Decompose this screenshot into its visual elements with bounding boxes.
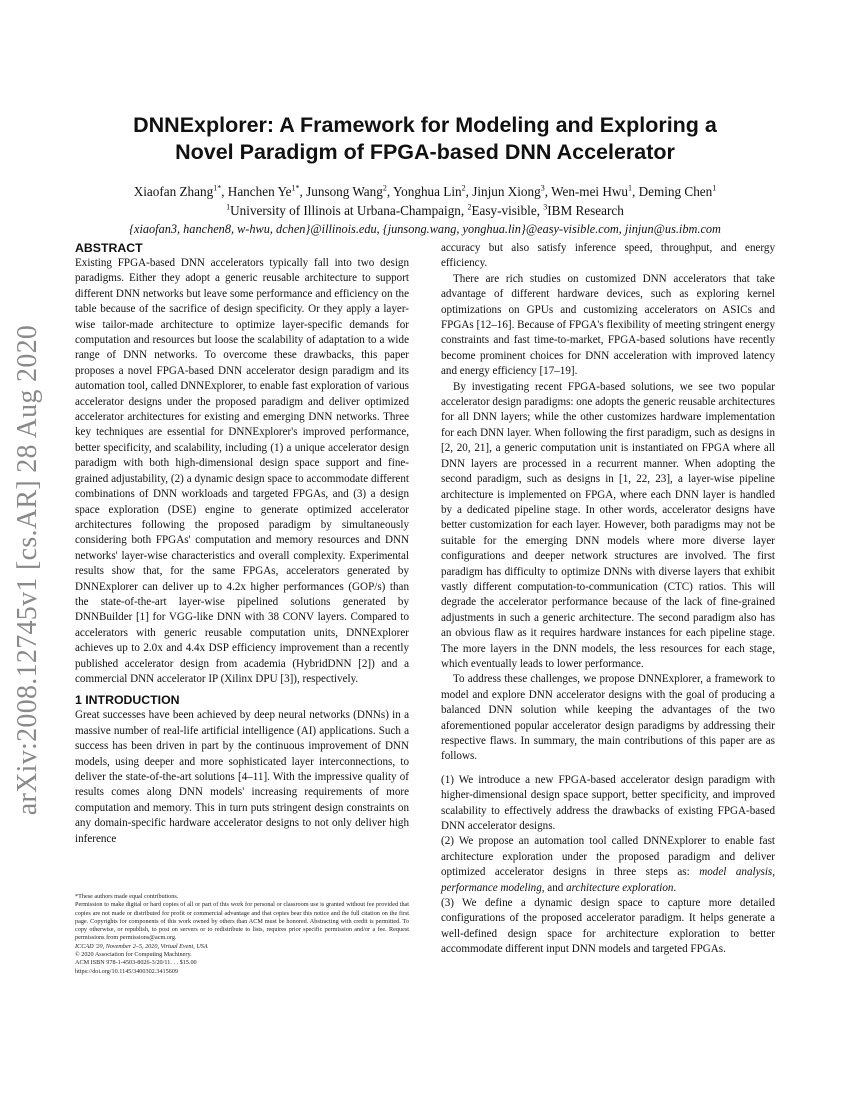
author: Wen-mei Hwu$^1$ <box>551 183 633 199</box>
venue-line: ICCAD '20, November 2–5, 2020, Virtual Event, USA <box>75 942 208 950</box>
title-line-2: Novel Paradigm of FPGA-based DNN Accelerator <box>175 140 675 164</box>
author: Xiaofan Zhang$^{1*}$ <box>133 183 222 199</box>
contribution-item-1: (1) We introduce a new FPGA-based accelerator design paradigm with higher-dimensional design space support, better specificity, and improved scalability to effectively address the drawbacks of existing FPGA-based DNN accelerator designs. <box>441 773 775 833</box>
introduction-heading: 1 INTRODUCTION <box>75 693 180 708</box>
abstract-text: Existing FPGA-based DNN accelerators typically fall into two design paradigms. Either they adopt a generic reusable architecture to support different DNN networks but leave some performance and efficiency on the table because of the sacrifice of design specificity. Or they apply a layer-wise tailor-made architecture to optimize layer-specific demands for computation and resources but loose the scalability of adaptation to a wide range of DNN networks. To overcome these drawbacks, this paper proposes a novel FPGA-based DNN accelerator design paradigm and its automation tool, called DNNExplorer, to enable fast exploration of various accelerator designs under the proposed paradigm and deliver optimized accelerator architectures for existing and emerging DNN networks. Three key techniques are essential for DNNExplorer's improved performance, better specificity, and scalability, including (1) a unique accelerator design paradigm with both high-dimensional design space support and fine-grained adjustability, (2) a dynamic design space to accommodate different combinations of DNN workloads and targeted FPGAs, and (3) a design space exploration (DSE) engine to generate optimized accelerator architectures following the proposed paradigm by simultaneously considering both FPGAs' computation and memory resources and DNN networks' layer-wise characteristics and overall complexity. Experimental results show that, for the same FPGAs, accelerators generated by DNNExplorer can deliver up to 4.2x higher performances (GOP/s) than the state-of-the-art layer-wise pipelined solutions generated by DNNBuilder [1] for VGG-like DNN with 38 CONV layers. Compared to accelerators with generic reusable computation units, DNNExplorer achieves up to 2.0x and 4.4x DSP efficiency improvement than a recently published accelerator design from academia (HybridDNN [2]) and a commercial DNN accelerator IP (Xilinx DPU [3]), respectively. <box>75 257 409 685</box>
intro-paragraph-3: By investigating recent FPGA-based solutions, we see two popular accelerator design paradigms: one adopts the generic reusable architectures for all DNN layers; while the other customizes hardware implementation for each DNN layer. When following the first paradigm, such as designs in [2, 20, 21], a generic computation unit is instantiated on FPGA where all DNN layers are processed in a recurrent manner. When adopting the second paradigm, such as designs in [1, 22, 23], a layer-wise pipeline architecture is implemented on FPGA, where each DNN layer is handled by a dedicated pipeline stage. In other words, accelerator designs have better customization for each layer. However, both paradigms may not be suitable for the emerging DNN models where more diverse layer configurations and deeper network structures are involved. The first paradigm has difficulty to optimize DNNs with diverse layers that exhibit vastly different computation-to-communication (CTC) ratios. This will degrade the accelerator performance because of the lack of fine-grained adjustments in such a generic architecture. The second paradigm also has an obvious flaw as it requires hardware instances for each pipeline stage. The more layers in the DNN models, the less resources for each stage, which eventually leads to lower performance. <box>441 380 775 670</box>
affiliation: University of Illinois at Urbana-Champaign <box>230 203 461 218</box>
affiliations: $^1$University of Illinois at Urbana-Champaign, $^2$Easy-visible, $^3$IBM Research <box>226 202 624 218</box>
left-column <box>75 240 409 847</box>
equal-contribution-note: *These authors made equal contributions. <box>75 893 179 900</box>
author: Jinjun Xiong$^3$ <box>472 183 545 199</box>
abstract-heading: ABSTRACT <box>75 241 143 255</box>
intro-paragraph-4: To address these challenges, we propose DNNExplorer, a framework to model and explore DNN accelerator designs with the goal of producing a balanced DNN solution while keeping the advantages of the two aforementioned popular accelerator design paradigms by addressing their respective flaws. In summary, the main contributions of this paper are as follows. <box>441 673 775 763</box>
right-column <box>441 241 775 958</box>
arxiv-stamp-text: arXiv:2008.12745v1 [cs.AR] 28 Aug 2020 <box>12 324 44 816</box>
arxiv-stamp <box>6 290 50 850</box>
intro-paragraph-2: There are rich studies on customized DNN accelerators that take advantage of different hardware devices, such as exploring kernel optimizations on GPUs and customizing accelerators on ASICs and FPGAs [12–16]. Because of FPGA's flexibility of meeting stringent energy constraints and fast time-to-market, FPGA-based solutions have recently become prominent choices for DNN acceleration with improved latency and energy efficiency [17–19]. <box>441 272 775 378</box>
first-page-footnote <box>75 893 409 976</box>
copyright-line: © 2020 Association for Computing Machinery. <box>75 951 192 959</box>
author: Junsong Wang$^2$ <box>306 183 387 199</box>
intro-paragraph-1: Great successes have been achieved by deep neural networks (DNNs) in a massive number of real-life artificial intelligence (AI) applications. Such a success has been driven in part by the continuous improvement of DNN models, using deeper and more sophisticated layer interconnections, to deliver the state-of-the-art solutions [4–11]. With the impressive quality of results comes along DNN models' increasing requirements of more computation and memory. This in turn puts stringent design constraints on any domain-specific hardware accelerator designs to not only deliver high inference <box>75 709 409 845</box>
title-line-1: DNNExplorer: A Framework for Modeling and Exploring a <box>133 113 717 137</box>
author: Hanchen $Ye^{1*}$ <box>227 183 300 199</box>
contribution-item-3: (3) We define a dynamic design space to capture more detailed configurations of the proposed accelerator paradigm. It helps generate a well-defined design space for architecture exploration to better accommodate different input DNN models and targeted FPGAs. <box>441 897 775 956</box>
author: Yonghua Lin$^2$ <box>392 183 466 199</box>
intro-paragraph-1-continued: accuracy but also satisfy inference speed, throughput, and energy efficiency. <box>441 242 775 270</box>
doi-link[interactable]: https://doi.org/10.1145/3400302.3415609 <box>75 967 178 975</box>
author: Deming Chen$^1$ <box>638 183 717 199</box>
permission-notice: Permission to make digital or hard copies of all or part of this work for personal or classroom use is granted without fee provided that copies are not made or distributed for profit or commercial advantage and that copies bear this notice and the full citation on the first page. Copyrights for components of this work owned by others than ACM must be honored. Abstracting with credit is permitted. To copy otherwise, or republish, to post on servers or to redistribute to lists, requires prior specific permission and/or a fee. Request permissions from permissions@acm.org. <box>75 901 409 942</box>
author-emails: {xiaofan3, hanchen8, w-hwu, dchen}@illinois.edu, {junsong.wang, yonghua.lin}@easy-visible.com, jinjun@us.ibm.com <box>129 222 721 236</box>
paper-title <box>0 112 850 166</box>
affiliation: IBM Research <box>547 203 624 218</box>
isbn-line: ACM ISBN 978-1-4503-8026-3/20/11. . . $15.00 <box>75 959 197 967</box>
author-list: Xiaofan Zhang$^{1*}$, Hanchen $Ye^{1*}$, Junsong Wang$^2$, Yonghua Lin$^2$, Jinjun Xiong$^3$, Wen-mei Hwu$^1$, Deming Chen$^1$ <box>133 183 717 199</box>
contribution-item-2: (2) We propose an automation tool called DNNExplorer to enable fast architecture exploration under the proposed paradigm and deliver optimized accelerator designs in three steps as: model analysis, performance modeling, and architecture exploration. <box>441 835 776 894</box>
affiliation: Easy-visible <box>471 203 537 218</box>
